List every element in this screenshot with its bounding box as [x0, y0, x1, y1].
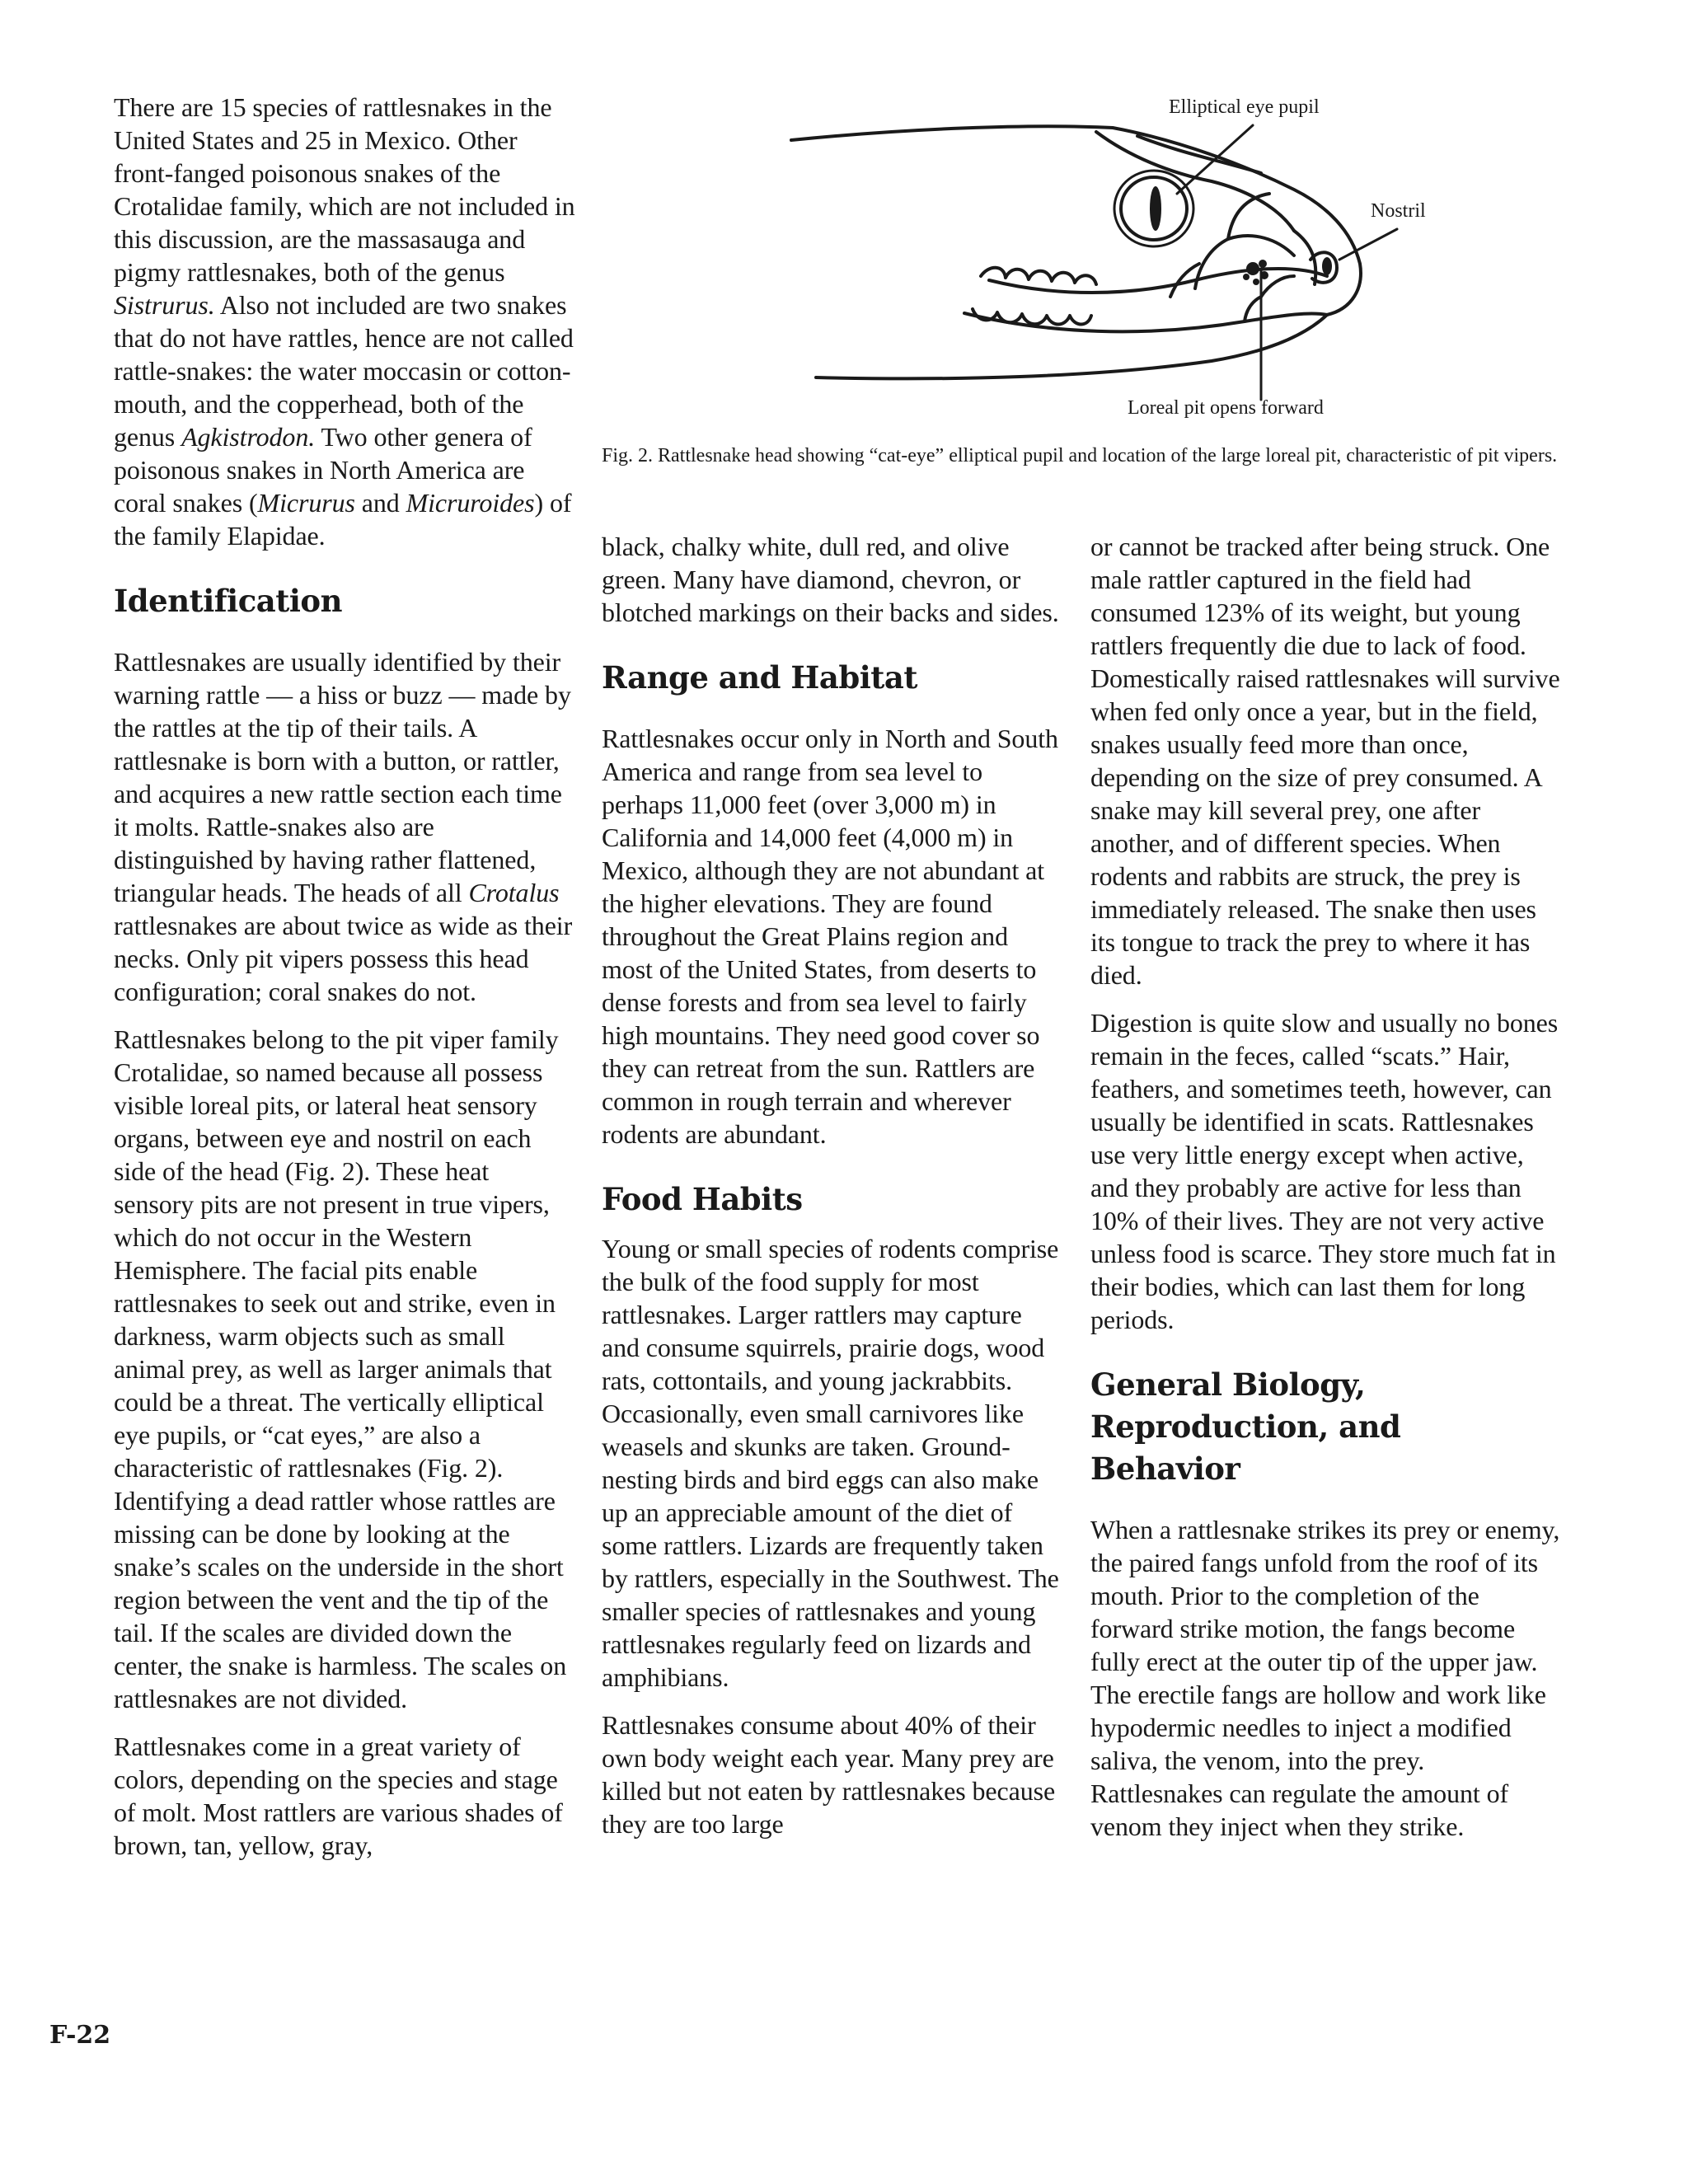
column-2	[602, 530, 1063, 1840]
column-3	[1090, 530, 1560, 1843]
paragraph: Digestion is quite slow and usually no bones remain in the feces, called “scats.” Hair, feathers, and sometimes teeth, however, can usually be identified in scats. Rattlesnakes use very little energy except when active, and they probably are active for less than 10% of their lives. They are not very active unless food is scarce. They store much fat in their bodies, which can last them for long periods.	[1090, 1008, 1559, 1334]
label-elliptical-eye-pupil: Elliptical eye pupil	[1169, 96, 1320, 118]
column-1	[114, 91, 575, 1862]
paragraph: Rattlesnakes occur only in North and South America and range from sea level to perhaps 11,000 feet (over 3,000 m) in California and 14,000 feet (4,000 m) in Mexico, although they are not abundant at the higher elevations. They are found throughout the Great Plains region and most of the United States, from deserts to dense forests and from sea level to fairly high mountains. They need good cover so they can retreat from the sun. Rattlers are common in rough terrain and wherever rodents are abundant.	[602, 724, 1058, 1149]
paragraph: black, chalky white, dull red, and olive green. Many have diamond, chevron, or blotched markings on their backs and sides.	[602, 532, 1059, 627]
paragraph: or cannot be tracked after being struck. One male rattler captured in the field had consumed 123% of its weight, but young rattlers frequently die due to lack of food. Domestically raised rattlesnakes will survive when fed only once a year, but in the field, snakes usually feed more than once, depending on the size of prey consumed. A snake may kill several prey, one after another, and of different species. When rodents and rabbits are struck, the prey is immediately released. The snake then uses its tongue to track the prey to where it has died.	[1090, 532, 1560, 990]
paragraph: Rattlesnakes are usually identified by their warning rattle — a hiss or buzz — made by the rattles at the tip of their tails. A rattlesnake is born with a button, or rattler, and acquires a new rattle section each time it molts. Rattle-snakes also are distinguished by having rather flattened, triangular heads. The heads of all Crotalus rattlesnakes are about twice as wide as their necks. Only pit vipers possess this head configuration; coral snakes do not.	[114, 647, 573, 1006]
label-loreal-pit: Loreal pit opens forward	[1128, 397, 1324, 419]
paragraph: Rattlesnakes come in a great variety of colors, depending on the species and stage of molt. Most rattlers are various shades of brown, tan, yellow, gray,	[114, 1732, 563, 1860]
label-nostril: Nostril	[1371, 200, 1426, 222]
paragraph: Rattlesnakes consume about 40% of their own body weight each year. Many prey are killed but not eaten by rattlesnakes because they are too large	[602, 1710, 1056, 1839]
paragraph: There are 15 species of rattlesnakes in the United States and 25 in Mexico. Other front-fanged poisonous snakes of the Crotalidae family, which are not included in this discussion, are the massasauga and pigmy rattlesnakes, both of the genus Sistrurus. Also not included are two snakes that do not have rattles, hence are not called rattle-snakes: the water moccasin or cotton-mouth, and the copperhead, both of the genus Agkistrodon. Two other genera of poisonous snakes in North America are coral snakes (Micrurus and Micruroides) of the family Elapidae.	[114, 92, 575, 551]
paragraph: Rattlesnakes belong to the pit viper family Crotalidae, so named because all possess visible loreal pits, or lateral heat sensory organs, between eye and nostril on each side of the head (Fig. 2). These heat sensory pits are not present in true vipers, which do not occur in the Western Hemisphere. The facial pits enable rattlesnakes to seek out and strike, even in darkness, warm objects such as small animal prey, as well as larger animals that could be a threat. The vertically elliptical eye pupils, or “cat eyes,” are also a characteristic of rattlesnakes (Fig. 2). Identifying a dead rattler whose rattles are missing can be done by looking at the snake’s scales on the underside in the short region between the vent and the tip of the tail. If the scales are divided down the center, the snake is harmless. The scales on rattlesnakes are not divided.	[114, 1024, 567, 1713]
section-heading-identification: Identification	[114, 583, 342, 619]
page-number: F-22	[49, 2021, 111, 2050]
figure-caption: Fig. 2. Rattlesnake head showing “cat-eye” elliptical pupil and location of the large loreal pit, characteristic of pit vipers.	[602, 445, 1558, 466]
section-heading-food-habits: Food Habits	[602, 1181, 803, 1217]
section-heading-general-biology: General Biology, Reproduction, and Behavior	[1090, 1366, 1401, 1487]
section-heading-range-habitat: Range and Habitat	[602, 659, 917, 696]
paragraph: Young or small species of rodents comprise the bulk of the food supply for most rattlesnakes. Larger rattlers may capture and consume squirrels, prairie dogs, wood rats, cottontails, and young jackrabbits. Occasionally, even small carnivores like weasels and skunks are taken. Ground-nesting birds and bird eggs can also make up an appreciable amount of the diet of some rattlers. Lizards are frequently taken by rattlers, especially in the Southwest. The smaller species of rattlesnakes and young rattlesnakes regularly feed on lizards and amphibians.	[602, 1234, 1059, 1692]
rattlesnake-head-illustration	[783, 99, 1442, 404]
paragraph: When a rattlesnake strikes its prey or enemy, the paired fangs unfold from the roof of its mouth. Prior to the completion of the forward strike motion, the fangs become fully erect at the outer tip of the upper jaw. The erectile fangs are hollow and work like hypodermic needles to inject a modified saliva, the venom, into the prey. Rattlesnakes can regulate the amount of venom they inject when they strike.	[1090, 1515, 1560, 1841]
